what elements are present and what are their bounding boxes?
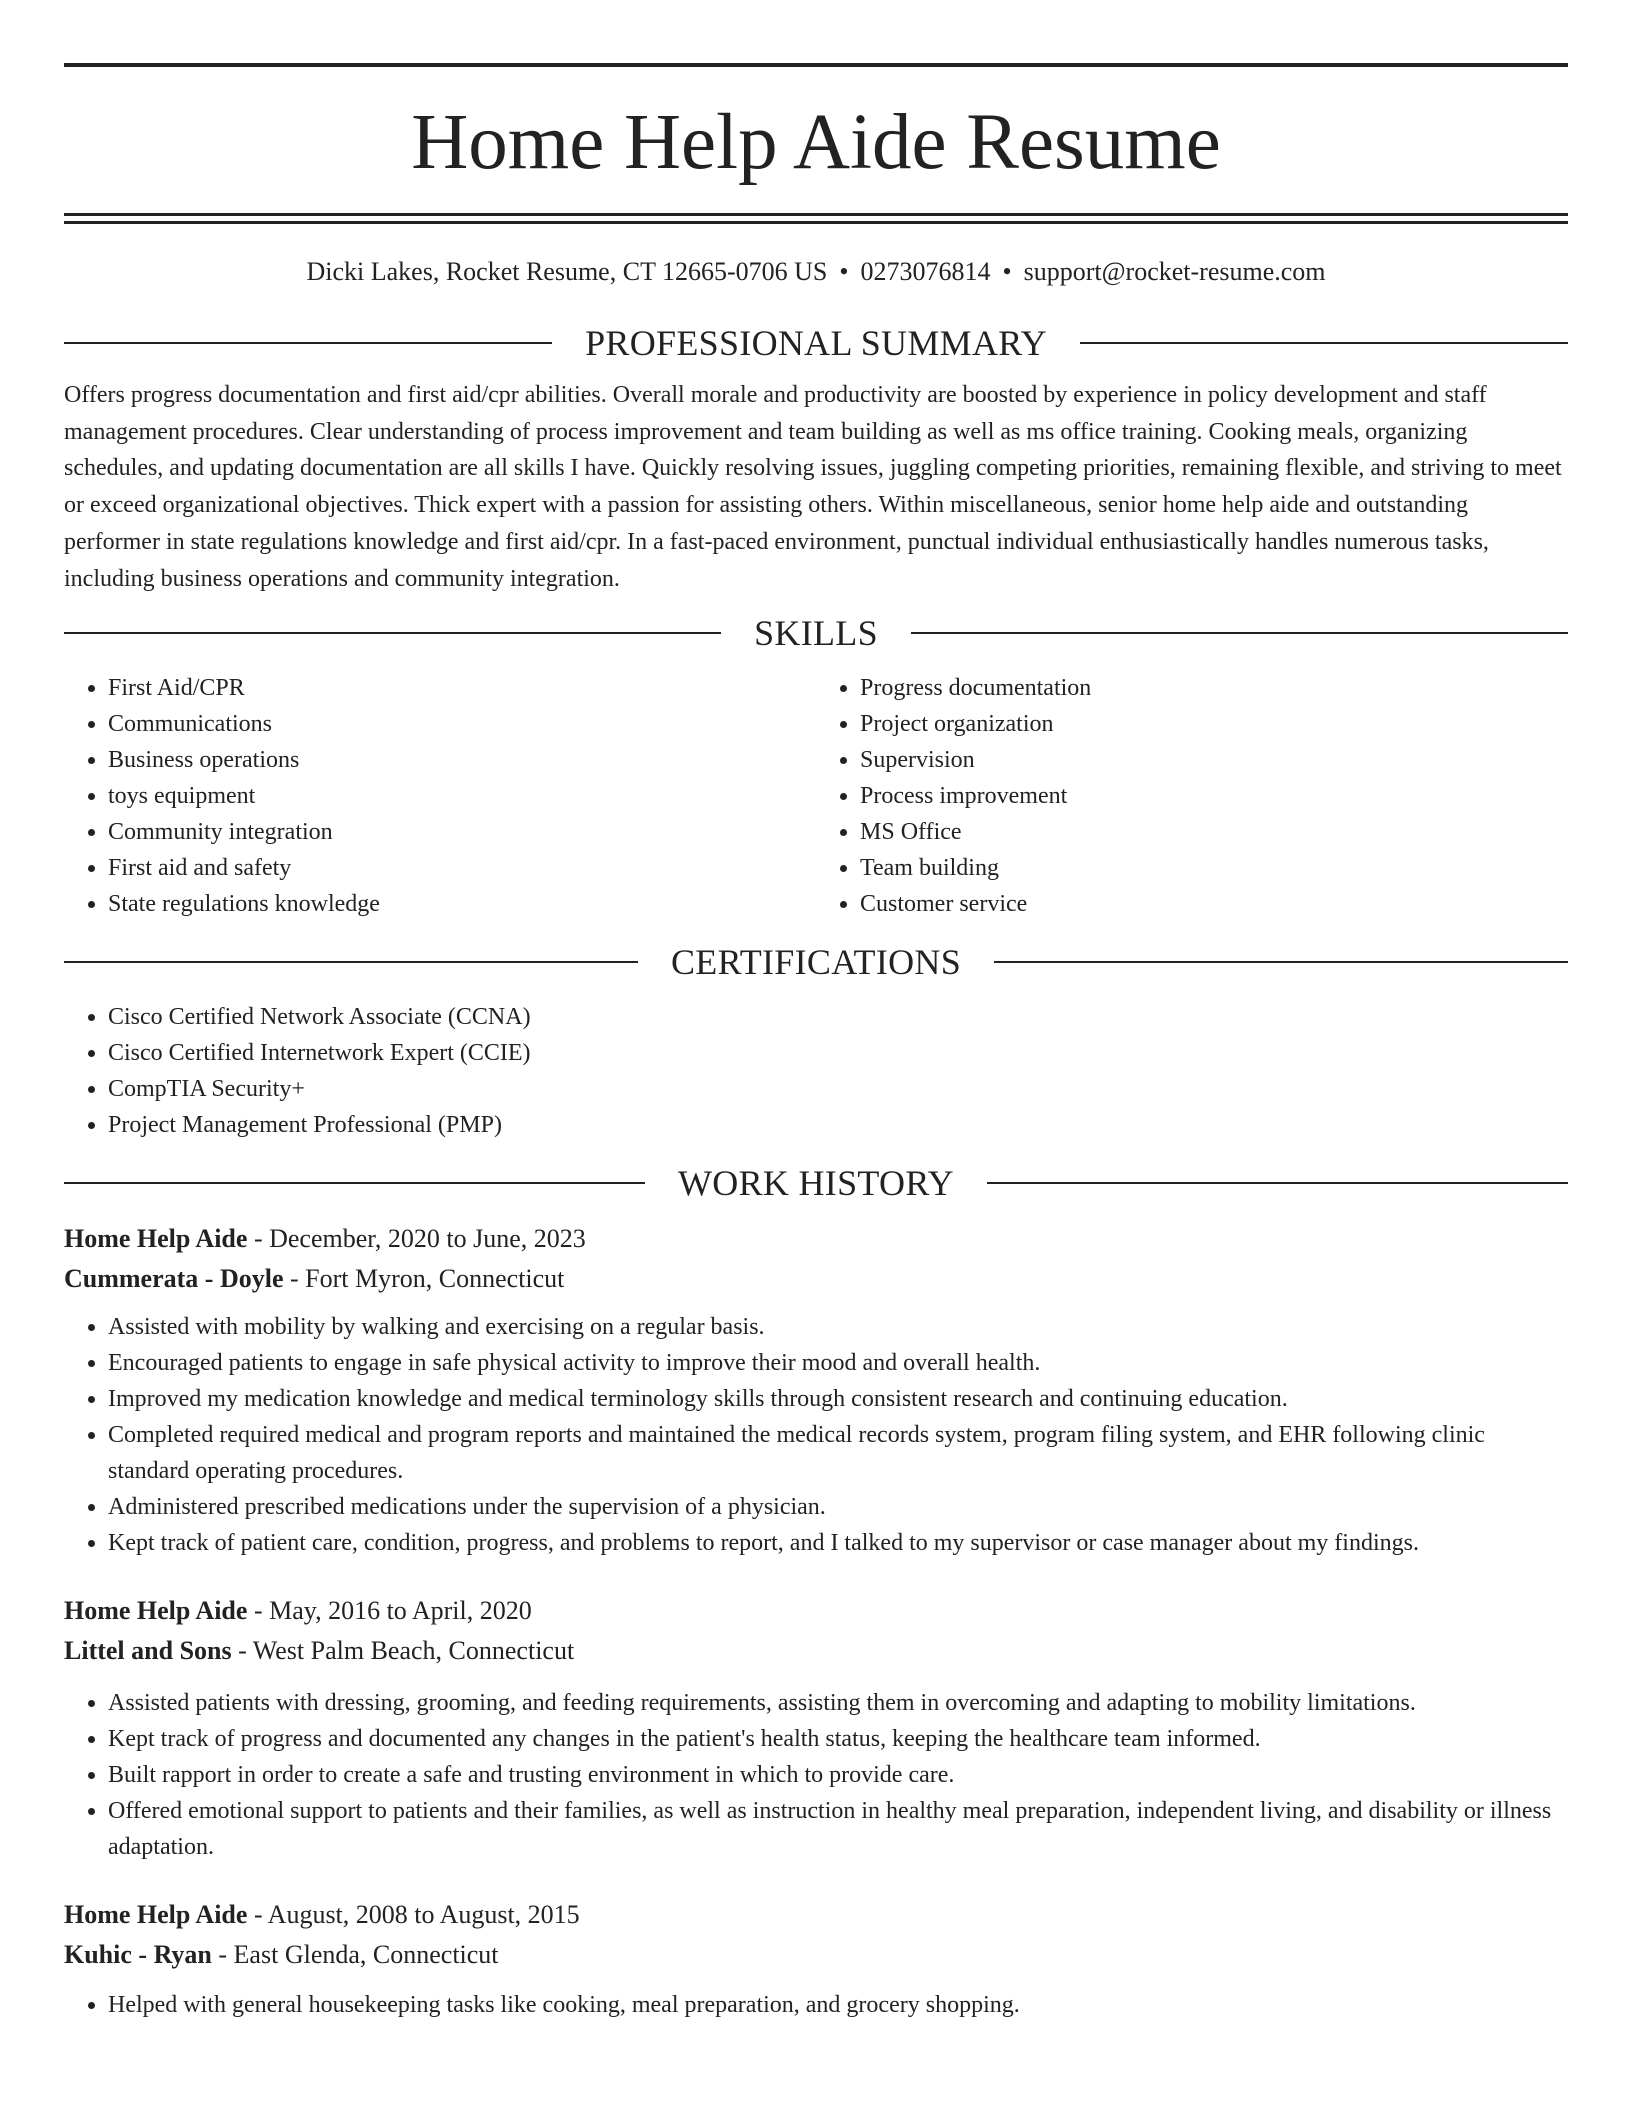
- heading-rule-left: [64, 632, 721, 634]
- job-company-line: [64, 1631, 1568, 1671]
- skill-item: • Supervision: [860, 742, 1568, 778]
- job-duties-list: [64, 1309, 1568, 1561]
- job-company: Kuhic - Ryan: [64, 1940, 212, 1970]
- skill-item: • State regulations knowledge: [108, 886, 816, 922]
- job-duties-list: [64, 1685, 1568, 1865]
- resume-page: [64, 0, 1568, 2023]
- job-title-line: [64, 1219, 1568, 1259]
- skill-item: • Community integration: [108, 814, 816, 850]
- skill-item: • toys equipment: [108, 778, 816, 814]
- job-duty: • Assisted patients with dressing, grooming, and feeding requirements, assisting them in overcoming and adapting to mobility limitations.: [108, 1685, 1568, 1721]
- heading-rule-left: [64, 342, 552, 344]
- contact-phone: 0273076814: [860, 257, 991, 286]
- skill-item: • Communications: [108, 706, 816, 742]
- job-location: - West Palm Beach, Connecticut: [231, 1636, 575, 1666]
- page-title: Home Help Aide Resume: [411, 99, 1221, 186]
- skill-item: • Business operations: [108, 742, 816, 778]
- job-duty: • Kept track of progress and documented any changes in the patient's health status, keeping the healthcare team informed.: [108, 1721, 1568, 1757]
- certifications-heading-label: CERTIFICATIONS: [670, 942, 962, 983]
- job-company: Cummerata - Doyle: [64, 1264, 284, 1294]
- job-dates: - August, 2008 to August, 2015: [247, 1900, 580, 1930]
- job-entry: [64, 1219, 1568, 1561]
- summary-heading-label: PROFESSIONAL SUMMARY: [585, 323, 1047, 363]
- job-duty: • Assisted with mobility by walking and exercising on a regular basis.: [108, 1309, 1568, 1345]
- job-duty: • Administered prescribed medications under the supervision of a physician.: [108, 1489, 1568, 1525]
- job-title-line: [64, 1591, 1568, 1631]
- job-entry: [64, 1591, 1568, 1865]
- job-location: - Fort Myron, Connecticut: [283, 1264, 565, 1294]
- skill-item: • Team building: [860, 850, 1568, 886]
- heading-rule-left: [64, 1182, 645, 1184]
- job-duty: • Offered emotional support to patients and their families, as well as instruction in healthy meal preparation, independent living, and disability or illness adaptation.: [108, 1793, 1568, 1865]
- certification-item: • Cisco Certified Internetwork Expert (CCIE): [108, 1035, 1568, 1071]
- work-history-heading-label: WORK HISTORY: [678, 1163, 954, 1204]
- skill-item: • Process improvement: [860, 778, 1568, 814]
- skill-item: • Customer service: [860, 886, 1568, 922]
- job-dates: - December, 2020 to June, 2023: [247, 1224, 586, 1254]
- skills-list-right: [816, 670, 1568, 922]
- skills-columns: [64, 670, 1568, 922]
- job-duty: • Encouraged patients to engage in safe physical activity to improve their mood and overall health.: [108, 1345, 1568, 1381]
- title-double-rule: [64, 213, 1568, 224]
- contact-line: [64, 255, 1568, 289]
- job-title: Home Help Aide: [64, 1900, 248, 1930]
- job-duty: • Built rapport in order to create a safe and trusting environment in which to provide care.: [108, 1757, 1568, 1793]
- job-company-line: [64, 1259, 1568, 1299]
- heading-rule-left: [64, 961, 638, 963]
- skill-item: • Progress documentation: [860, 670, 1568, 706]
- contact-separator: •: [839, 257, 849, 286]
- skill-item: • MS Office: [860, 814, 1568, 850]
- skills-heading-label: SKILLS: [754, 613, 878, 654]
- skills-heading: [64, 611, 1568, 655]
- job-location: - East Glenda, Connecticut: [211, 1940, 499, 1970]
- job-dates: - May, 2016 to April, 2020: [247, 1596, 532, 1626]
- certifications-list: [64, 999, 1568, 1143]
- heading-rule-right: [987, 1182, 1568, 1184]
- contact-email: support@rocket-resume.com: [1023, 257, 1326, 286]
- certification-item: • Cisco Certified Network Associate (CCNA): [108, 999, 1568, 1035]
- skill-item: • First Aid/CPR: [108, 670, 816, 706]
- certification-item: • CompTIA Security+: [108, 1071, 1568, 1107]
- job-title: Home Help Aide: [64, 1224, 248, 1254]
- skill-item: • First aid and safety: [108, 850, 816, 886]
- certifications-heading: [64, 940, 1568, 984]
- job-company-line: [64, 1935, 1568, 1975]
- job-title: Home Help Aide: [64, 1596, 248, 1626]
- skill-item: • Project organization: [860, 706, 1568, 742]
- work-history-heading: [64, 1161, 1568, 1205]
- job-duties-list: [64, 1987, 1568, 2023]
- job-title-line: [64, 1895, 1568, 1935]
- job-duty: • Helped with general housekeeping tasks like cooking, meal preparation, and grocery shopping.: [108, 1987, 1568, 2023]
- contact-separator: •: [1002, 257, 1012, 286]
- job-duty: • Completed required medical and program reports and maintained the medical records system, program filing system, and EHR following clinic standard operating procedures.: [108, 1417, 1568, 1489]
- heading-rule-right: [1080, 342, 1568, 344]
- job-duty: • Kept track of patient care, condition, progress, and problems to report, and I talked to my supervisor or case manager about my findings.: [108, 1525, 1568, 1561]
- job-company: Littel and Sons: [64, 1636, 232, 1666]
- skills-list-left: [64, 670, 816, 922]
- summary-heading: [64, 321, 1568, 365]
- job-duty: • Improved my medication knowledge and medical terminology skills through consistent research and continuing education.: [108, 1381, 1568, 1417]
- contact-address: Dicki Lakes, Rocket Resume, CT 12665-0706 US: [306, 257, 828, 286]
- heading-rule-right: [994, 961, 1568, 963]
- heading-rule-right: [911, 632, 1568, 634]
- job-entry: [64, 1895, 1568, 2023]
- top-rule: [64, 63, 1568, 67]
- summary-text: Offers progress documentation and first aid/cpr abilities. Overall morale and productivity are boosted by experience in policy development and staff management procedures. Clear understanding of process improvement and team building as well as ms office training. Cooking meals, organizing schedules, and updating documentation are all skills I have. Quickly resolving issues, juggling competing priorities, remaining flexible, and striving to meet or exceed organizational objectives. Thick expert with a passion for assisting others. Within miscellaneous, senior home help aide and outstanding performer in state regulations knowledge and first aid/cpr. In a fast-paced environment, punctual individual enthusiastically handles numerous tasks, including business operations and community integration.: [64, 382, 1562, 592]
- certification-item: • Project Management Professional (PMP): [108, 1107, 1568, 1143]
